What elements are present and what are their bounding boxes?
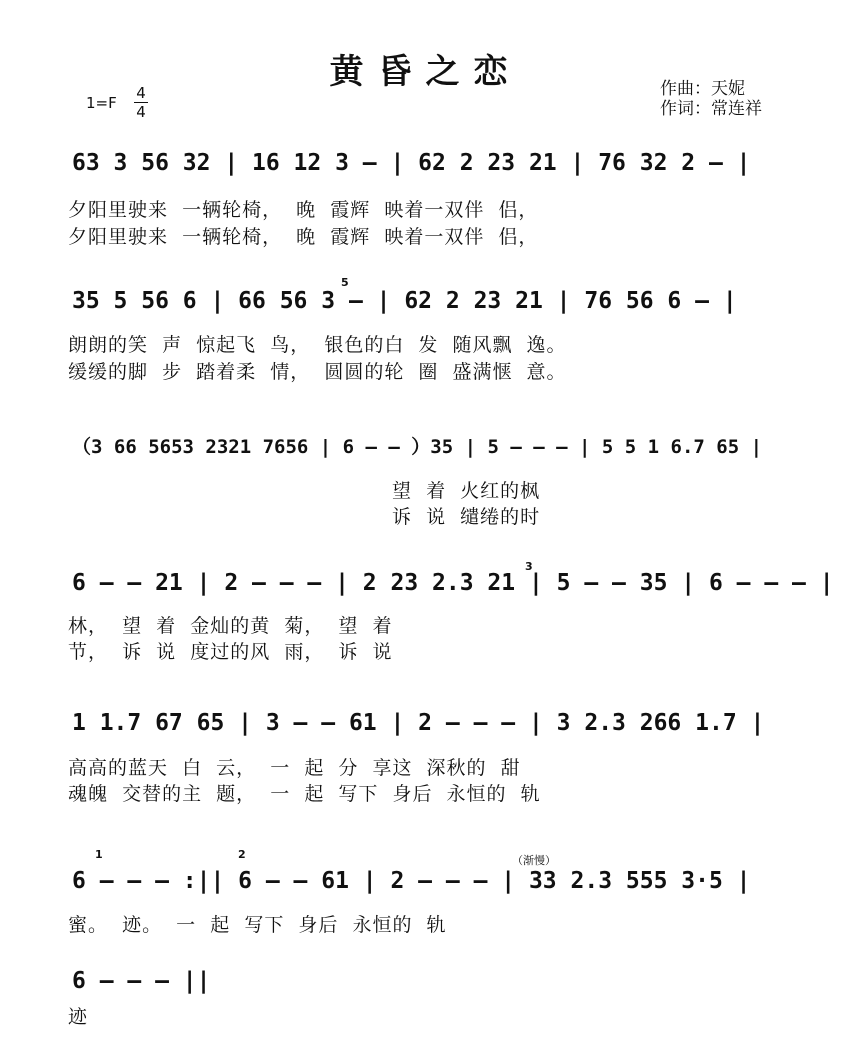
notation-row-2: 35 5 56 6 | 66 56 3 — | 62 2 23 21 | 76 56 6 — | — [72, 288, 737, 314]
lyric-row-7-verse-1: 迹 — [68, 1006, 89, 1028]
song-title: 黄昏之恋 — [329, 52, 522, 92]
notation-row-5: 1 1.7 67 65 | 3 — — 61 | 2 — — — | 3 2.3 266 1.7 | — [72, 710, 765, 736]
grace-note-1: 5 — [341, 276, 349, 289]
notation-row-4: 6 — — 21 | 2 — — — | 2 23 2.3 21 | 5 — — 35 | 6 — — — | — [72, 570, 834, 596]
tempo-marking: （渐慢） — [512, 854, 556, 867]
notation-row-7: 6 — — — || — [72, 968, 211, 994]
notation-row-6: 6 — — — :|| 6 — — 61 | 2 — — — | 33 2.3 555 3·5 | — [72, 868, 751, 894]
lyric-row-5-verse-2: 魂魄 交替的主 题， 一 起 写下 身后 永恒的 轨 — [68, 783, 541, 805]
key-signature: 1=F — [86, 94, 117, 112]
time-signature — [134, 84, 148, 121]
lyric-row-6-verse-1: 蜜。 迹。 一 起 写下 身后 永恒的 轨 — [68, 914, 447, 936]
notation-row-3: （3 66 5653 2321 7656 | 6 — — ）35 | 5 — — — | 5 5 1 6.7 65 | — [72, 436, 763, 458]
notation-row-1: 63 3 56 32 | 16 12 3 — | 62 2 23 21 | 76 32 2 — | — [72, 150, 751, 176]
lyricist-credit: 作词：常连祥 — [660, 99, 762, 119]
lyric-row-4-verse-1: 林， 望 着 金灿的黄 菊， 望 着 — [68, 615, 393, 637]
grace-note-2: 3 — [525, 560, 533, 573]
lyric-row-3-verse-2: 诉 说 缱绻的时 — [392, 506, 541, 528]
lyric-row-4-verse-2: 节， 诉 说 度过的风 雨， 诉 说 — [68, 641, 393, 663]
volta-1-label: 1 — [95, 848, 103, 861]
time-signature-bottom: 4 — [136, 103, 146, 121]
volta-2-label: 2 — [238, 848, 246, 861]
lyric-row-2-verse-1: 朗朗的笑 声 惊起飞 鸟， 银色的白 发 随风飘 逸。 — [68, 334, 567, 356]
composer-credit: 作曲：天妮 — [660, 79, 745, 99]
lyric-row-2-verse-2: 缓缓的脚 步 踏着柔 情， 圆圆的轮 圈 盛满惬 意。 — [68, 361, 567, 383]
time-signature-top: 4 — [134, 84, 148, 103]
lyric-row-1-verse-1: 夕阳里驶来 一辆轮椅， 晚 霞辉 映着一双伴 侣， — [68, 199, 539, 221]
lyric-row-3-verse-1: 望 着 火红的枫 — [392, 480, 541, 502]
lyric-row-5-verse-1: 高高的蓝天 白 云， 一 起 分 享这 深秋的 甜 — [68, 757, 521, 779]
lyric-row-1-verse-2: 夕阳里驶来 一辆轮椅， 晚 霞辉 映着一双伴 侣， — [68, 226, 539, 248]
